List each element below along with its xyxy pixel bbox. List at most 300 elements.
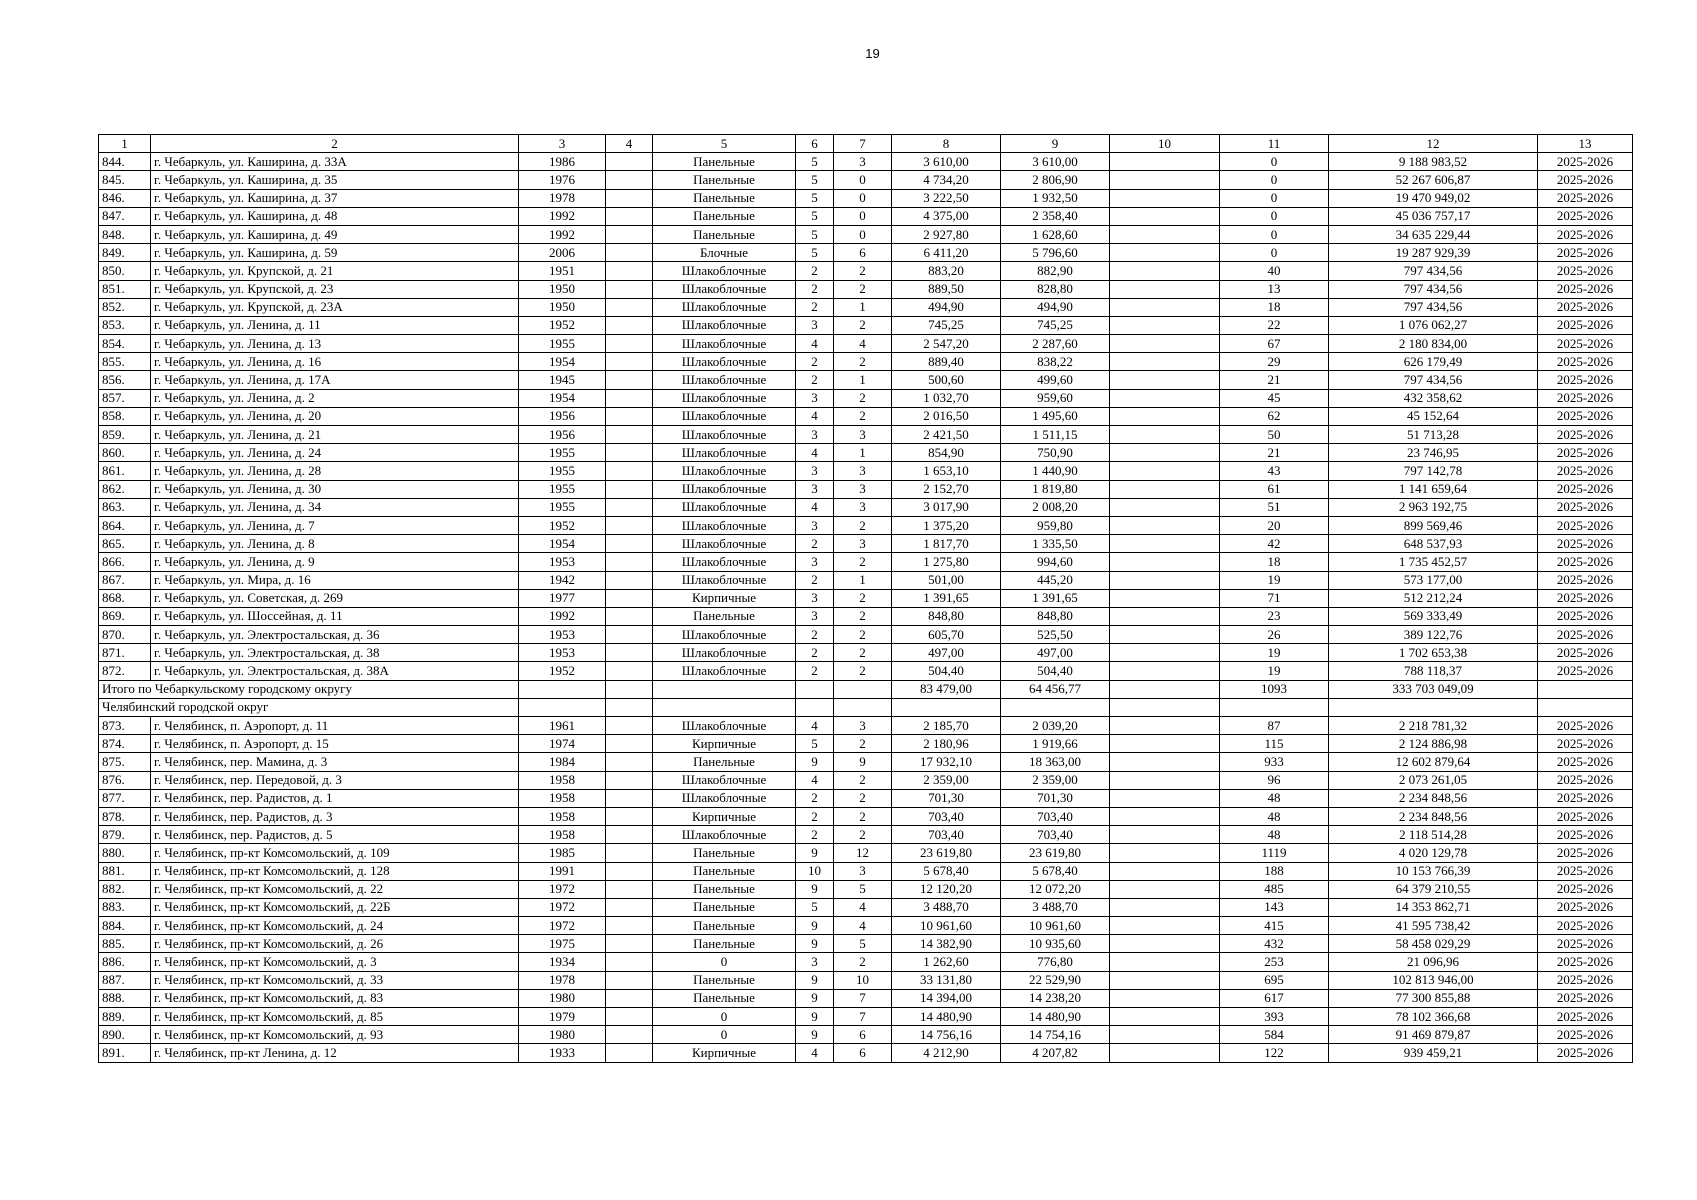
table-cell — [1110, 917, 1220, 935]
table-cell: г. Чебаркуль, ул. Ленина, д. 30 — [151, 480, 519, 498]
empty-cell — [796, 698, 834, 716]
table-cell: 855. — [99, 353, 151, 371]
table-cell: 19 287 929,39 — [1329, 244, 1538, 262]
table-cell: 5 — [796, 225, 834, 243]
table-cell: Панельные — [653, 153, 796, 171]
table-cell: 1972 — [519, 898, 606, 916]
table-row — [99, 735, 1633, 753]
table-cell: 2 421,50 — [892, 426, 1001, 444]
table-row — [99, 444, 1633, 462]
table-cell: 882,90 — [1001, 262, 1110, 280]
table-row — [99, 844, 1633, 862]
table-cell: 19 — [1220, 662, 1329, 680]
table-cell: 4 — [796, 407, 834, 425]
table-cell: 866. — [99, 553, 151, 571]
table-cell — [606, 462, 653, 480]
table-cell: Кирпичные — [653, 807, 796, 825]
table-cell: 850. — [99, 262, 151, 280]
table-cell — [606, 516, 653, 534]
table-row — [99, 953, 1633, 971]
table-cell: 2 358,40 — [1001, 207, 1110, 225]
table-cell — [606, 626, 653, 644]
table-cell: 415 — [1220, 917, 1329, 935]
table-cell: 1955 — [519, 498, 606, 516]
table-cell: Шлакоблочные — [653, 371, 796, 389]
table-cell: г. Чебаркуль, ул. Ленина, д. 11 — [151, 316, 519, 334]
table-cell: 2 547,20 — [892, 335, 1001, 353]
table-cell: 1977 — [519, 589, 606, 607]
table-cell: 12 120,20 — [892, 880, 1001, 898]
table-cell — [606, 280, 653, 298]
table-cell: г. Чебаркуль, ул. Ленина, д. 24 — [151, 444, 519, 462]
table-cell: 2 — [796, 789, 834, 807]
table-cell: 858. — [99, 407, 151, 425]
header-cell: 7 — [834, 135, 892, 153]
table-cell: 0 — [834, 225, 892, 243]
table-cell: 864. — [99, 516, 151, 534]
table-cell: 891. — [99, 1044, 151, 1062]
table-cell: 5 — [834, 880, 892, 898]
table-cell: 2 — [796, 644, 834, 662]
table-cell: 797 434,56 — [1329, 262, 1538, 280]
table-row — [99, 662, 1633, 680]
table-cell: 393 — [1220, 1008, 1329, 1026]
table-cell: 91 469 879,87 — [1329, 1026, 1538, 1044]
table-cell — [1110, 316, 1220, 334]
table-cell: 2025-2026 — [1538, 989, 1633, 1007]
table-cell: 861. — [99, 462, 151, 480]
table-cell: 2 — [834, 662, 892, 680]
table-cell: 10 — [796, 862, 834, 880]
table-cell — [606, 353, 653, 371]
table-cell: 3 — [834, 717, 892, 735]
table-cell: 847. — [99, 207, 151, 225]
table-cell: 0 — [834, 207, 892, 225]
table-cell: 1 — [834, 571, 892, 589]
table-cell: 856. — [99, 371, 151, 389]
table-cell: 9 — [796, 971, 834, 989]
table-cell: 882. — [99, 880, 151, 898]
table-cell: 115 — [1220, 735, 1329, 753]
table-cell: г. Челябинск, пр-кт Ленина, д. 12 — [151, 1044, 519, 1062]
table-row — [99, 426, 1633, 444]
table-cell: 525,50 — [1001, 626, 1110, 644]
table-body — [99, 135, 1633, 1063]
table-cell — [606, 771, 653, 789]
header-cell: 1 — [99, 135, 151, 153]
table-cell — [1110, 935, 1220, 953]
table-cell: 797 434,56 — [1329, 298, 1538, 316]
header-cell: 5 — [653, 135, 796, 153]
table-row — [99, 298, 1633, 316]
table-cell: 848. — [99, 225, 151, 243]
table-cell: 19 — [1220, 571, 1329, 589]
table-cell: 959,80 — [1001, 516, 1110, 534]
table-cell: 877. — [99, 789, 151, 807]
table-cell: 1972 — [519, 917, 606, 935]
header-cell: 13 — [1538, 135, 1633, 153]
table-cell — [1110, 717, 1220, 735]
table-cell: 1 335,50 — [1001, 535, 1110, 553]
table-cell: 14 480,90 — [1001, 1008, 1110, 1026]
table-cell — [606, 207, 653, 225]
table-cell: 745,25 — [1001, 316, 1110, 334]
table-cell: 870. — [99, 626, 151, 644]
table-cell: Шлакоблочные — [653, 298, 796, 316]
table-cell: 880. — [99, 844, 151, 862]
table-cell: 871. — [99, 644, 151, 662]
table-cell: 2 008,20 — [1001, 498, 1110, 516]
table-cell: 10 935,60 — [1001, 935, 1110, 953]
table-cell: 2025-2026 — [1538, 917, 1633, 935]
section-row — [99, 698, 1633, 716]
table-cell: 863. — [99, 498, 151, 516]
table-cell: г. Чебаркуль, ул. Крупской, д. 23 — [151, 280, 519, 298]
table-row — [99, 971, 1633, 989]
table-cell — [1110, 498, 1220, 516]
table-row — [99, 571, 1633, 589]
table-cell — [1110, 844, 1220, 862]
table-cell — [1110, 662, 1220, 680]
table-cell: 2 039,20 — [1001, 717, 1110, 735]
table-cell: г. Чебаркуль, ул. Ленина, д. 20 — [151, 407, 519, 425]
table-cell: 1980 — [519, 989, 606, 1007]
table-cell: 22 — [1220, 316, 1329, 334]
table-cell — [1110, 826, 1220, 844]
table-cell: 852. — [99, 298, 151, 316]
table-cell: 14 238,20 — [1001, 989, 1110, 1007]
table-cell: 1 375,20 — [892, 516, 1001, 534]
table-cell: 14 756,16 — [892, 1026, 1001, 1044]
table-row — [99, 516, 1633, 534]
table-cell: 2025-2026 — [1538, 516, 1633, 534]
table-cell: 1954 — [519, 535, 606, 553]
table-cell: г. Челябинск, пер. Радистов, д. 1 — [151, 789, 519, 807]
table-cell: 45 152,64 — [1329, 407, 1538, 425]
table-cell: 876. — [99, 771, 151, 789]
table-cell: Панельные — [653, 880, 796, 898]
table-cell: 2025-2026 — [1538, 225, 1633, 243]
table-cell: 1954 — [519, 389, 606, 407]
table-cell: 838,22 — [1001, 353, 1110, 371]
table-cell: г. Чебаркуль, ул. Советская, д. 269 — [151, 589, 519, 607]
table-cell — [1110, 389, 1220, 407]
table-cell: 860. — [99, 444, 151, 462]
table-cell — [1110, 953, 1220, 971]
table-cell: Панельные — [653, 844, 796, 862]
table-cell: 3 — [834, 462, 892, 480]
table-cell: 2 927,80 — [892, 225, 1001, 243]
table-cell: 4 — [796, 717, 834, 735]
table-cell: Шлакоблочные — [653, 771, 796, 789]
table-cell — [606, 789, 653, 807]
table-cell: 2025-2026 — [1538, 1026, 1633, 1044]
table-cell: 253 — [1220, 953, 1329, 971]
table-cell — [606, 480, 653, 498]
table-row — [99, 898, 1633, 916]
table-cell: Панельные — [653, 989, 796, 1007]
table-cell: 4 375,00 — [892, 207, 1001, 225]
table-cell: 4 734,20 — [892, 171, 1001, 189]
table-row — [99, 1044, 1633, 1062]
table-cell — [1110, 898, 1220, 916]
table-cell: 501,00 — [892, 571, 1001, 589]
table-cell — [1110, 789, 1220, 807]
table-cell: г. Чебаркуль, ул. Каширина, д. 35 — [151, 171, 519, 189]
table-cell — [1110, 735, 1220, 753]
table-cell: 2 — [834, 389, 892, 407]
table-cell — [606, 862, 653, 880]
table-cell: 0 — [1220, 207, 1329, 225]
table-row — [99, 535, 1633, 553]
table-cell: 0 — [1220, 244, 1329, 262]
table-cell: 1972 — [519, 880, 606, 898]
table-cell: 2 180,96 — [892, 735, 1001, 753]
table-cell: 2 — [796, 535, 834, 553]
table-cell — [606, 189, 653, 207]
table-cell: 2 185,70 — [892, 717, 1001, 735]
table-cell: 4 212,90 — [892, 1044, 1001, 1062]
table-cell: 2025-2026 — [1538, 607, 1633, 625]
table-cell: 26 — [1220, 626, 1329, 644]
table-cell: 10 961,60 — [1001, 917, 1110, 935]
table-cell — [606, 1044, 653, 1062]
table-cell — [1110, 880, 1220, 898]
table-cell: 102 813 946,00 — [1329, 971, 1538, 989]
table-cell: 2 — [796, 353, 834, 371]
table-cell: 2025-2026 — [1538, 535, 1633, 553]
table-cell: Шлакоблочные — [653, 335, 796, 353]
table-cell: 2025-2026 — [1538, 935, 1633, 953]
table-cell: 5 — [796, 171, 834, 189]
table-cell — [606, 262, 653, 280]
table-cell — [606, 298, 653, 316]
table-cell: г. Чебаркуль, ул. Электростальская, д. 38 — [151, 644, 519, 662]
page-number: 19 — [865, 46, 880, 61]
table-row — [99, 553, 1633, 571]
table-cell: 797 142,78 — [1329, 462, 1538, 480]
table-cell: 1956 — [519, 426, 606, 444]
table-cell — [1110, 153, 1220, 171]
table-cell: г. Челябинск, пр-кт Комсомольский, д. 109 — [151, 844, 519, 862]
table-cell: 188 — [1220, 862, 1329, 880]
header-cell: 10 — [1110, 135, 1220, 153]
table-cell: 617 — [1220, 989, 1329, 1007]
table-cell: 2025-2026 — [1538, 571, 1633, 589]
table-cell: 884. — [99, 917, 151, 935]
table-cell: Шлакоблочные — [653, 444, 796, 462]
table-cell: 1986 — [519, 153, 606, 171]
table-cell: 851. — [99, 280, 151, 298]
table-cell: 0 — [1220, 225, 1329, 243]
table-cell: 4 — [796, 444, 834, 462]
table-row — [99, 389, 1633, 407]
table-cell: 2 — [834, 826, 892, 844]
table-cell — [606, 498, 653, 516]
table-cell: г. Челябинск, п. Аэропорт, д. 15 — [151, 735, 519, 753]
table-row — [99, 1008, 1633, 1026]
table-row — [99, 462, 1633, 480]
table-cell: 1955 — [519, 444, 606, 462]
table-cell: г. Чебаркуль, ул. Ленина, д. 2 — [151, 389, 519, 407]
table-cell: 122 — [1220, 1044, 1329, 1062]
table-cell: 2 — [834, 407, 892, 425]
table-cell: 1992 — [519, 207, 606, 225]
total-cell — [796, 680, 834, 698]
table-cell — [1110, 553, 1220, 571]
table-cell: 867. — [99, 571, 151, 589]
empty-cell — [653, 698, 796, 716]
table-cell: 1 511,15 — [1001, 426, 1110, 444]
table-cell: 9 — [796, 1026, 834, 1044]
table-row — [99, 935, 1633, 953]
table-cell: 1933 — [519, 1044, 606, 1062]
table-cell: Шлакоблочные — [653, 516, 796, 534]
table-cell — [1110, 971, 1220, 989]
table-cell: г. Челябинск, пр-кт Комсомольский, д. 3 — [151, 953, 519, 971]
table-cell: 1934 — [519, 953, 606, 971]
total-cell — [834, 680, 892, 698]
table-cell: 889,50 — [892, 280, 1001, 298]
empty-cell — [892, 698, 1001, 716]
table-row — [99, 771, 1633, 789]
table-row — [99, 316, 1633, 334]
table-cell: 504,40 — [1001, 662, 1110, 680]
table-cell: г. Челябинск, пр-кт Комсомольский, д. 26 — [151, 935, 519, 953]
table-cell: 18 363,00 — [1001, 753, 1110, 771]
table-cell — [1110, 189, 1220, 207]
table-cell: 2025-2026 — [1538, 335, 1633, 353]
table-cell: 71 — [1220, 589, 1329, 607]
table-cell: 10 — [834, 971, 892, 989]
table-cell: 2025-2026 — [1538, 262, 1633, 280]
table-cell: Панельные — [653, 753, 796, 771]
table-cell: 33 131,80 — [892, 971, 1001, 989]
table-cell: 43 — [1220, 462, 1329, 480]
table-cell: 1 — [834, 298, 892, 316]
table-cell: Шлакоблочные — [653, 644, 796, 662]
table-cell — [606, 880, 653, 898]
table-row — [99, 371, 1633, 389]
table-cell: 5 — [834, 935, 892, 953]
table-cell: 3 — [796, 462, 834, 480]
total-row — [99, 680, 1633, 698]
table-cell: 1 628,60 — [1001, 225, 1110, 243]
table-cell: 886. — [99, 953, 151, 971]
table-cell: 2025-2026 — [1538, 898, 1633, 916]
table-cell — [1110, 244, 1220, 262]
table-cell: 2025-2026 — [1538, 353, 1633, 371]
table-cell — [606, 935, 653, 953]
table-cell: 2025-2026 — [1538, 371, 1633, 389]
table-cell: 797 434,56 — [1329, 371, 1538, 389]
table-cell: 2 234 848,56 — [1329, 789, 1538, 807]
table-cell: 432 358,62 — [1329, 389, 1538, 407]
table-cell: Шлакоблочные — [653, 353, 796, 371]
table-cell: 2025-2026 — [1538, 171, 1633, 189]
table-cell: г. Чебаркуль, ул. Ленина, д. 34 — [151, 498, 519, 516]
table-cell: г. Челябинск, пер. Мамина, д. 3 — [151, 753, 519, 771]
table-cell: 0 — [1220, 171, 1329, 189]
table-cell: 77 300 855,88 — [1329, 989, 1538, 1007]
table-cell: 22 529,90 — [1001, 971, 1110, 989]
table-cell: Шлакоблочные — [653, 662, 796, 680]
table-cell: 4 — [796, 498, 834, 516]
table-cell: 1945 — [519, 371, 606, 389]
table-cell: 888. — [99, 989, 151, 1007]
table-cell: Панельные — [653, 862, 796, 880]
table-cell — [1110, 1044, 1220, 1062]
table-cell: 23 619,80 — [892, 844, 1001, 862]
header-cell: 4 — [606, 135, 653, 153]
table-cell: 2025-2026 — [1538, 153, 1633, 171]
total-cell — [606, 680, 653, 698]
table-cell: г. Чебаркуль, ул. Каширина, д. 59 — [151, 244, 519, 262]
table-cell: 873. — [99, 717, 151, 735]
table-cell: 40 — [1220, 262, 1329, 280]
table-cell: 883. — [99, 898, 151, 916]
table-cell: г. Челябинск, пер. Радистов, д. 3 — [151, 807, 519, 825]
table-cell: Панельные — [653, 917, 796, 935]
table-row — [99, 225, 1633, 243]
total-cell: 1093 — [1220, 680, 1329, 698]
table-cell: 497,00 — [892, 644, 1001, 662]
table-cell: 2025-2026 — [1538, 444, 1633, 462]
table-cell: 750,90 — [1001, 444, 1110, 462]
table-cell: 3 488,70 — [892, 898, 1001, 916]
table-cell: г. Челябинск, пер. Радистов, д. 5 — [151, 826, 519, 844]
table-cell: 1951 — [519, 262, 606, 280]
table-cell: 2 118 514,28 — [1329, 826, 1538, 844]
table-cell: 1953 — [519, 553, 606, 571]
table-cell: 2025-2026 — [1538, 589, 1633, 607]
table-cell: 874. — [99, 735, 151, 753]
table-cell: г. Челябинск, п. Аэропорт, д. 11 — [151, 717, 519, 735]
table-cell: 2025-2026 — [1538, 807, 1633, 825]
table-cell: Кирпичные — [653, 735, 796, 753]
table-cell: 648 537,93 — [1329, 535, 1538, 553]
table-cell: 2 — [834, 735, 892, 753]
table-cell: 1976 — [519, 171, 606, 189]
table-cell: 1942 — [519, 571, 606, 589]
table-row — [99, 807, 1633, 825]
table-cell — [1110, 371, 1220, 389]
table-cell: 1 391,65 — [892, 589, 1001, 607]
table-cell: 845. — [99, 171, 151, 189]
table-cell: 2025-2026 — [1538, 298, 1633, 316]
table-cell: 881. — [99, 862, 151, 880]
table-cell: Шлакоблочные — [653, 462, 796, 480]
table-cell — [606, 389, 653, 407]
table-cell: 2025-2026 — [1538, 480, 1633, 498]
table-cell — [1110, 444, 1220, 462]
table-cell: 2 — [796, 807, 834, 825]
table-cell: 0 — [834, 171, 892, 189]
table-cell — [1110, 626, 1220, 644]
table-cell: 703,40 — [1001, 826, 1110, 844]
table-cell: г. Чебаркуль, ул. Шоссейная, д. 11 — [151, 607, 519, 625]
housing-registry-table — [98, 134, 1633, 1063]
table-cell: 2 — [834, 316, 892, 334]
table-cell: 1958 — [519, 826, 606, 844]
table-cell: 868. — [99, 589, 151, 607]
table-cell — [606, 807, 653, 825]
table-cell: 21 096,96 — [1329, 953, 1538, 971]
table-cell: 19 470 949,02 — [1329, 189, 1538, 207]
table-cell: 1 391,65 — [1001, 589, 1110, 607]
table-cell: 5 — [796, 189, 834, 207]
table-cell: 854. — [99, 335, 151, 353]
